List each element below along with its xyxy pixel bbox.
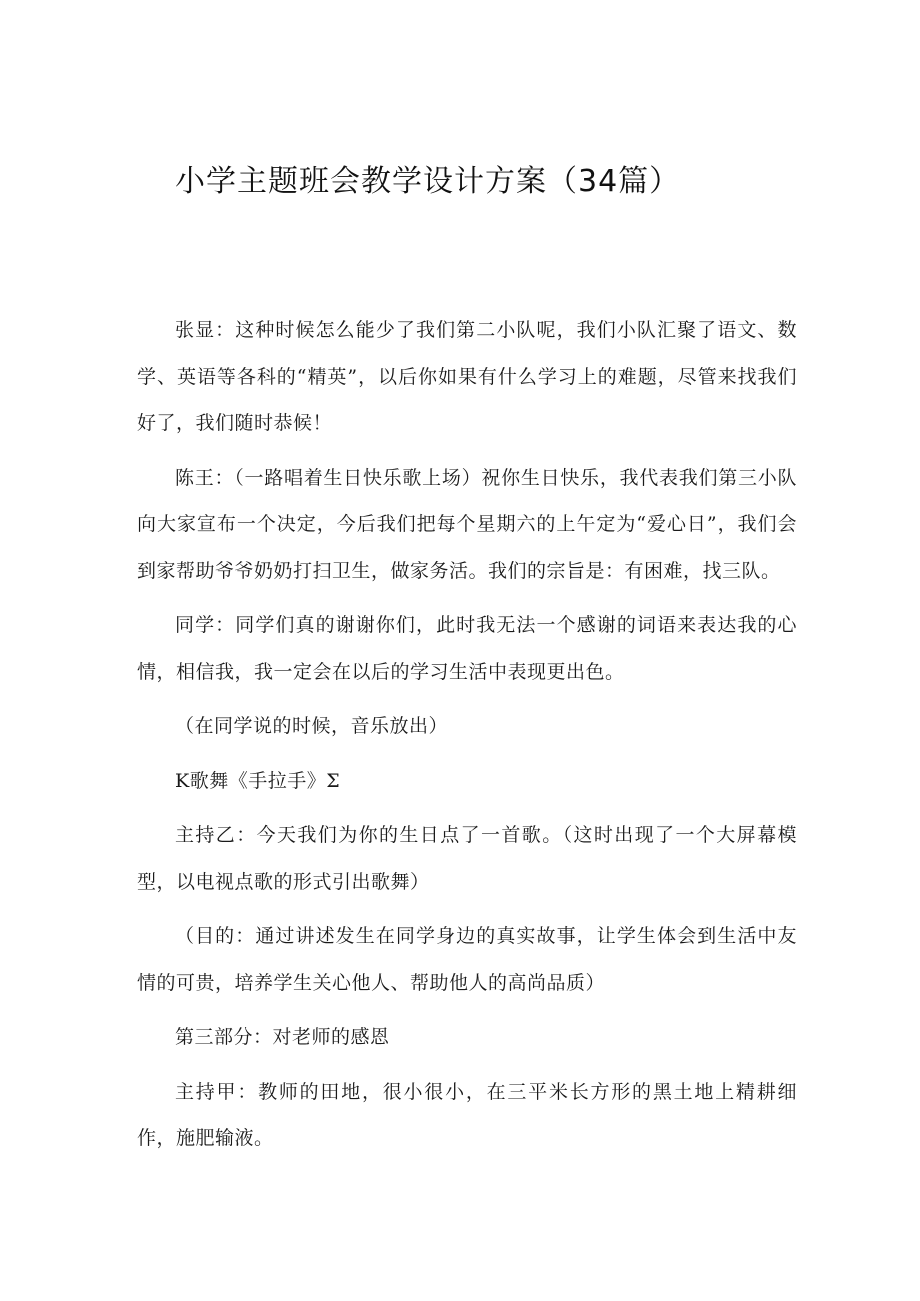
paragraph-classmate: 同学：同学们真的谢谢你们，此时我无法一个感谢的词语来表达我的心情，相信我，我一定会在以后的学习生活中表现更出色。	[137, 614, 797, 683]
document-body	[137, 307, 797, 1170]
paragraph-song-title: K歌舞《手拉手》Σ	[175, 769, 341, 792]
paragraph-purpose: （目的：通过讲述发生在同学身边的真实故事，让学生体会到生活中友情的可贵，培养学生关心他人、帮助他人的高尚品质）	[137, 925, 797, 994]
paragraph-host-a: 主持甲：教师的田地，很小很小，在三平米长方形的黑土地上精耕细作，施肥输液。	[137, 1080, 797, 1149]
paragraph-zhangxian: 张显：这种时候怎么能少了我们第二小队呢，我们小队汇聚了语文、数学、英语等各科的“精英”，以后你如果有什么学习上的难题，尽管来找我们好了，我们随时恭候！	[137, 319, 797, 434]
paragraph-chenwang: 陈王：（一路唱着生日快乐歌上场）祝你生日快乐，我代表我们第三小队向大家宣布一个决定，今后我们把每个星期六的上午定为“爱心日”，我们会到家帮助爷爷奶奶打扫卫生，做家务活。我们的宗旨是：有困难，找三队。	[137, 466, 797, 582]
paragraph-host-b: 主持乙：今天我们为你的生日点了一首歌。（这时出现了一个大屏幕模型，以电视点歌的形式引出歌舞）	[137, 824, 797, 893]
section-heading-part-three: 第三部分：对老师的感恩	[175, 1026, 390, 1048]
paragraph-stage-note: （在同学说的时候，音乐放出）	[175, 715, 449, 737]
document-title: 小学主题班会教学设计方案（34篇）	[175, 164, 681, 199]
